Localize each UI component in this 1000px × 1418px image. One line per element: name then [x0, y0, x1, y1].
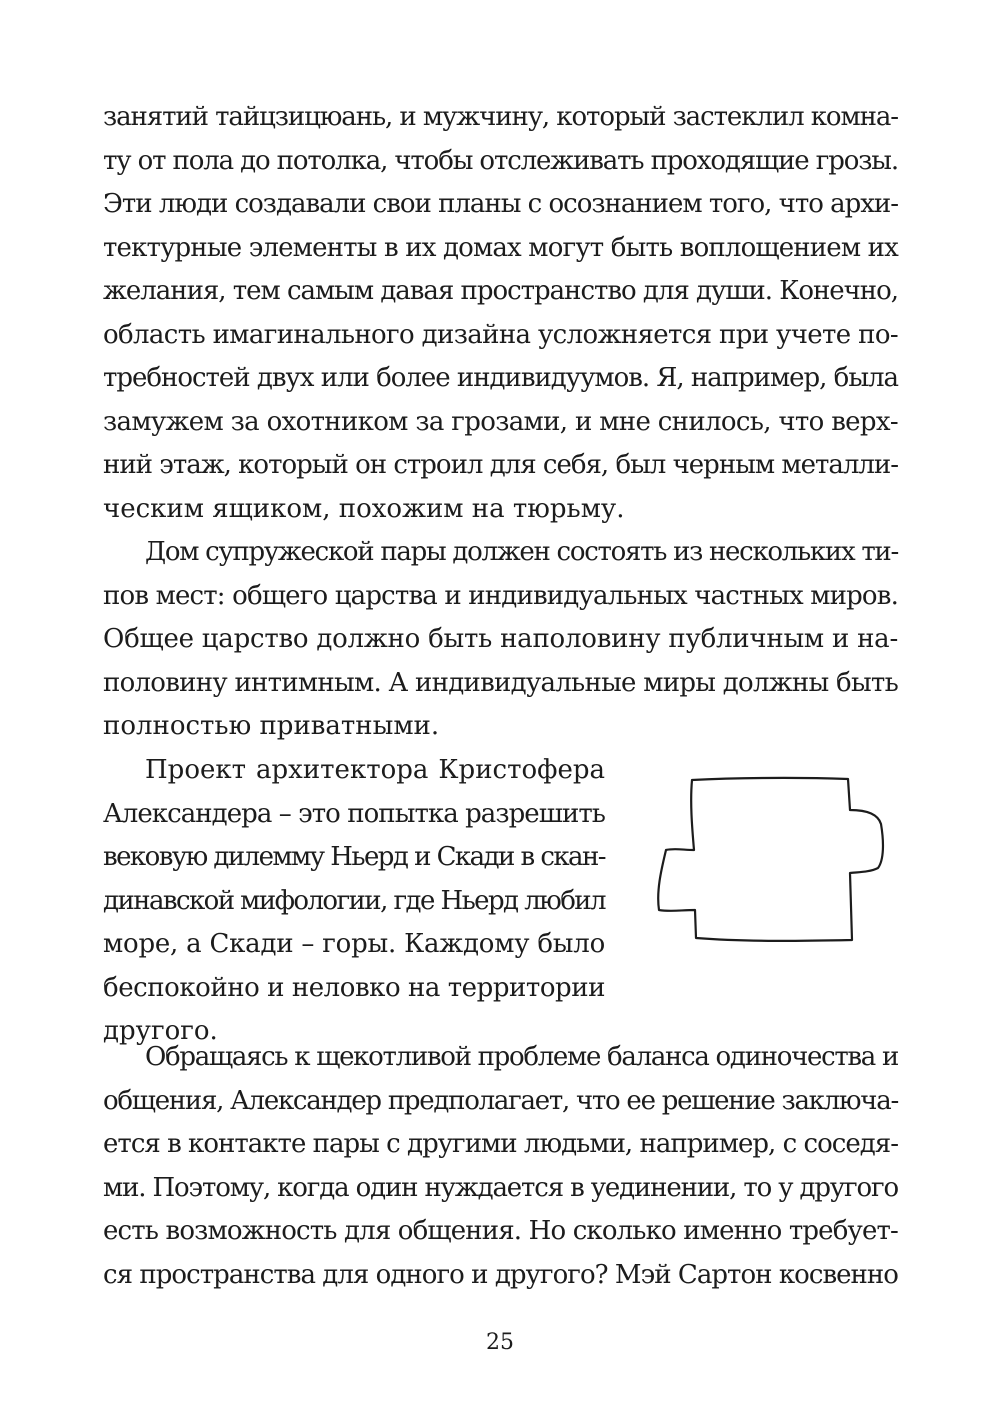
text-line: общения, Александер предполагает, что ее решение заключа- [103, 1085, 899, 1116]
text-line: море, а Скади – горы. Каждому было [103, 929, 605, 959]
text-line: пов мест: общего царства и индивидуальных частных миров. [103, 580, 898, 611]
text-line: динавской мифологии, где Ньерд любил [103, 885, 605, 916]
paragraph-2 [103, 531, 898, 749]
text-line: ний этаж, который он строил для себя, был черным металли- [103, 450, 899, 480]
text-line: ческим ящиком, похожим на тюрьму. [103, 493, 625, 524]
text-line: область имагинального дизайна усложняется при учете по- [103, 319, 898, 350]
text-line: Дом супружеской пары должен состоять из нескольких ти- [145, 537, 898, 567]
text-line: требностей двух или более индивидуумов. Я, например, была [103, 363, 898, 393]
text-line: желания, тем самым давая пространство для души. Конечно, [103, 276, 899, 306]
text-line: тектурные элементы в их домах могут быть воплощением их [103, 232, 899, 263]
text-line: занятий тайцзицюань, и мужчину, который застеклил комна- [103, 102, 898, 132]
text-line: ся пространства для одного и другого? Мэй Сартон косвенно [103, 1259, 898, 1290]
text-line: полностью приватными. [103, 711, 440, 741]
paragraph-3 [103, 749, 605, 1054]
text-line: Общее царство должно быть наполовину публичным и на- [103, 624, 899, 654]
text-line: ту от пола до потолка, чтобы отслеживать проходящие грозы. [103, 145, 898, 176]
page-number: 25 [486, 1330, 514, 1355]
text-line: вековую дилемму Ньерд и Скади в скан- [103, 842, 606, 872]
text-line: половину интимным. А индивидуальные миры должны быть [103, 667, 898, 698]
text-line: ми. Поэтому, когда один нуждается в уединении, то у другого [103, 1172, 898, 1203]
floor-plan-sketch [652, 772, 892, 952]
paragraph-4 [103, 1036, 898, 1297]
text-line: беспокойно и неловко на территории [103, 972, 606, 1003]
text-line: Проект архитектора Кристофера [145, 755, 605, 785]
paragraph-1 [103, 96, 898, 531]
text-line: Обращаясь к щекотливой проблеме баланса одиночества и [145, 1042, 899, 1072]
text-line: ется в контакте пары с другими людьми, например, с соседя- [103, 1129, 898, 1159]
text-line: Александера – это попытка разрешить [103, 798, 605, 829]
text-line: замужем за охотником за грозами, и мне снилось, что верх- [103, 406, 898, 437]
text-line: другого. [103, 1016, 218, 1046]
text-line: Эти люди создавали свои планы с осознанием того, что архи- [103, 189, 899, 219]
floor-plan-outline [658, 778, 883, 941]
text-line: есть возможность для общения. Но сколько именно требует- [103, 1216, 898, 1246]
